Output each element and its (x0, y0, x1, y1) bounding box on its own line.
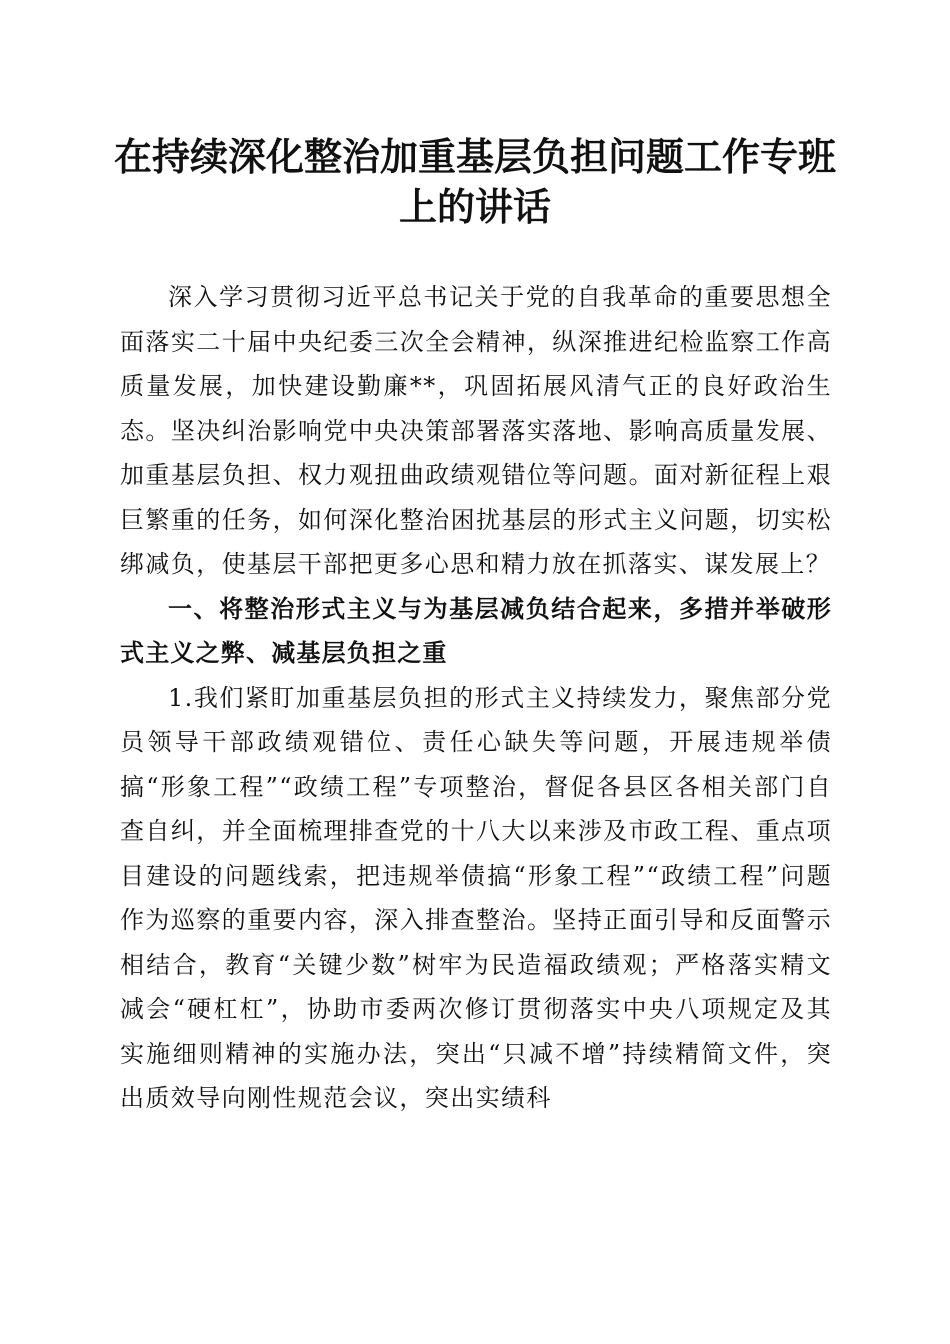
section-1-paragraph-1: 1.我们紧盯加重基层负担的形式主义持续发力，聚焦部分党员领导干部政绩观错位、责任心缺失等问题，开展违规举债搞“形象工程”“政绩工程”专项整治，督促各县区各相关部门自查自纠，并全面梳理排查党的十八大以来涉及市政工程、重点项目建设的问题线索，把违规举债搞“形象工程”“政绩工程”问题作为巡察的重要内容，深入排查整治。坚持正面引导和反面警示相结合，教育“关键少数”树牢为民造福政绩观；严格落实精文减会“硬杠杠”，协助市委两次修订贯彻落实中央八项规定及其实施细则精神的实施办法，突出“只减不增”持续精简文件，突出质效导向刚性规范会议，突出实绩科 (120, 683, 832, 1112)
section-heading-1: 一、将整治形式主义与为基层减负结合起来，多措并举破形式主义之弊、减基层负担之重 (120, 594, 832, 667)
document-title: 在持续深化整治加重基层负担问题工作专班上的讲话 (113, 134, 836, 229)
intro-paragraph: 深入学习贯彻习近平总书记关于党的自我革命的重要思想全面落实二十届中央纪委三次全会精神，纵深推进纪检监察工作高质量发展，加快建设勤廉**，巩固拓展风清气正的良好政治生态。坚决纠治影响党中央决策部署落实落地、影响高质量发展、加重基层负担、权力观扭曲政绩观错位等问题。面对新征程上艰巨繁重的任务，如何深化整治困扰基层的形式主义问题，切实松绑减负，使基层干部把更多心思和精力放在抓落实、谋发展上？ (120, 283, 832, 578)
document-body (120, 275, 832, 1121)
